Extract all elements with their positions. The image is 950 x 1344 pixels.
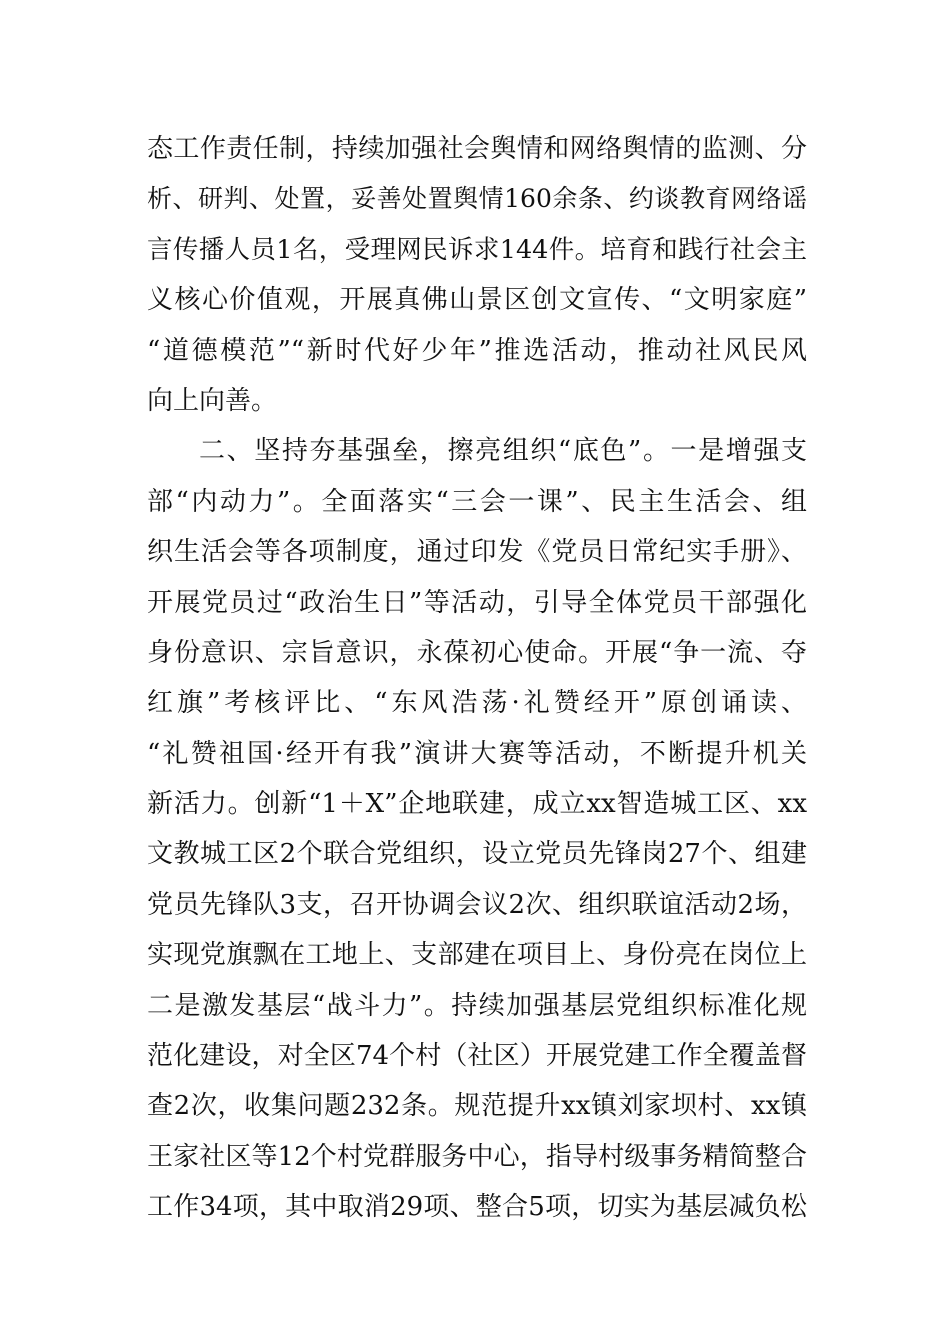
text-line: 文教城工区2个联合党组织，设立党员先锋岗27个、组建 xyxy=(147,839,807,870)
document-body xyxy=(147,124,807,1233)
text-line: 二是激发基层“战斗力”。持续加强基层党组织标准化规 xyxy=(147,990,807,1021)
text-line: 言传播人员1名，受理网民诉求144件。培育和践行社会主 xyxy=(147,234,807,265)
text-line: 态工作责任制，持续加强社会舆情和网络舆情的监测、分 xyxy=(147,134,807,164)
text-line: 红旗”考核评比、“东风浩荡·礼赞经开”原创诵读、 xyxy=(147,688,807,719)
text-line: 党员先锋队3支，召开协调会议2次、组织联谊活动2场， xyxy=(147,889,807,920)
text-line: 义核心价值观，开展真佛山景区创文宣传、“文明家庭” xyxy=(147,285,807,316)
text-line: 析、研判、处置，妥善处置舆情160余条、约谈教育网络谣 xyxy=(147,184,807,214)
text-line: 开展党员过“政治生日”等活动，引导全体党员干部强化 xyxy=(147,587,807,618)
text-line: 王家社区等12个村党群服务中心，指导村级事务精简整合 xyxy=(147,1141,807,1172)
text-line: 实现党旗飘在工地上、支部建在项目上、身份亮在岗位上 xyxy=(147,940,807,971)
text-line: 新活力。创新“1＋X”企地联建，成立xx智造城工区、xx xyxy=(147,789,807,820)
text-line: 织生活会等各项制度，通过印发《党员日常纪实手册》、 xyxy=(147,537,807,568)
text-line: 工作34项，其中取消29项、整合5项，切实为基层减负松 xyxy=(147,1192,807,1223)
text-line: 查2次，收集问题232条。规范提升xx镇刘家坝村、xx镇 xyxy=(147,1091,807,1122)
text-line: “道德模范”“新时代好少年”推选活动，推动社风民风 xyxy=(147,335,807,366)
text-line: 范化建设，对全区74个村（社区）开展党建工作全覆盖督 xyxy=(147,1041,807,1072)
text-line: 部“内动力”。全面落实“三会一课”、民主生活会、组 xyxy=(147,486,807,517)
text-line: 身份意识、宗旨意识，永葆初心使命。开展“争一流、夺 xyxy=(147,637,807,668)
text-line: 向上向善。 xyxy=(147,385,278,416)
paragraph-start-line: 二、坚持夯基强垒，擦亮组织“底色”。一是增强支 xyxy=(199,436,807,467)
text-line: “礼赞祖国·经开有我”演讲大赛等活动，不断提升机关 xyxy=(147,738,807,769)
